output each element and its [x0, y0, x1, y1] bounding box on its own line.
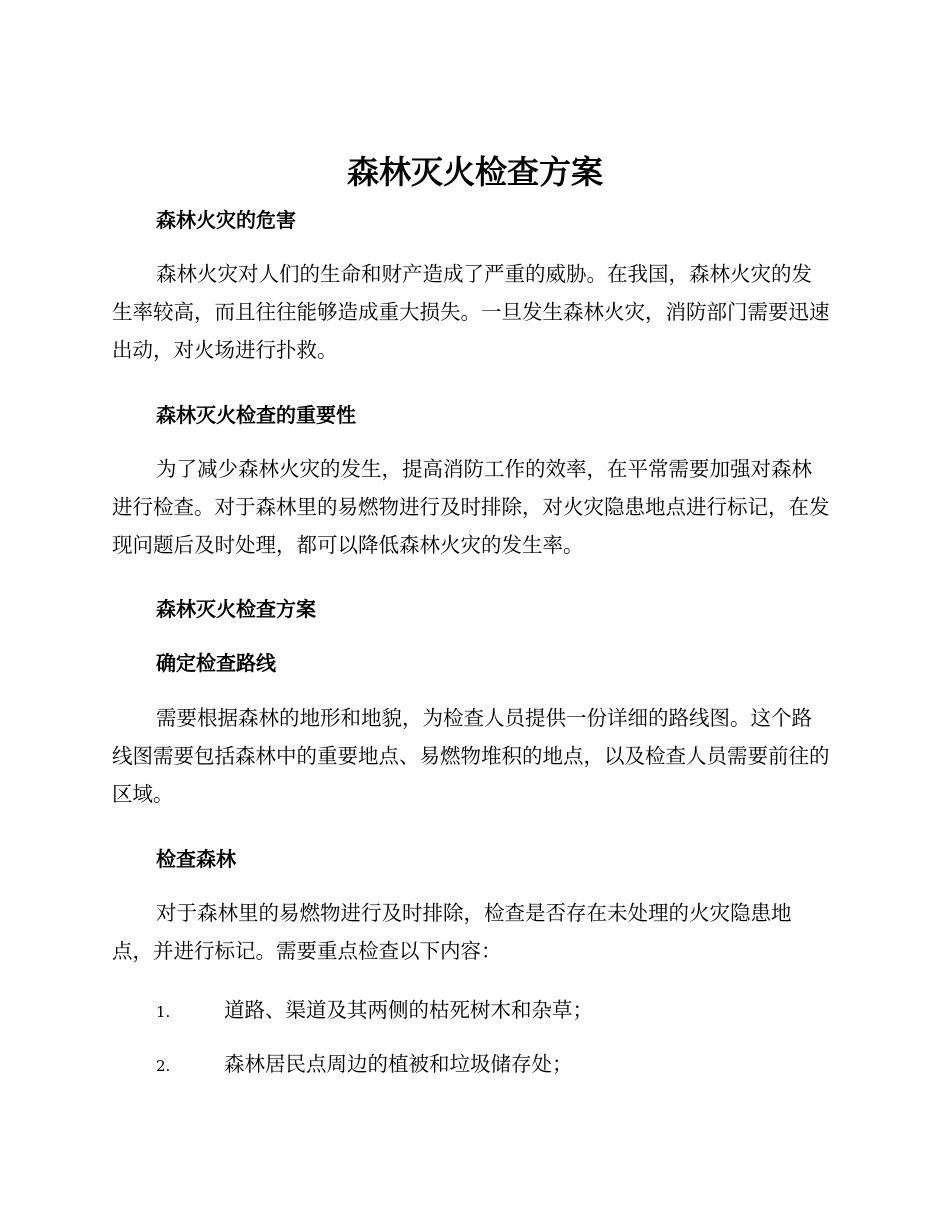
- section-paragraph-inspect-forest: 对于森林里的易燃物进行及时排除，检查是否存在未处理的火灾隐患地点，并进行标记。需要重点检查以下内容：: [112, 901, 792, 963]
- section-paragraph-inspection-importance: 为了减少森林火灾的发生，提高消防工作的效率，在平常需要加强对森林进行检查。对于森林里的易燃物进行及时排除，对火灾隐患地点进行标记，在发现问题后及时处理，都可以降低森林火灾的发生率。: [112, 457, 830, 557]
- document-title: 森林灭火检查方案: [346, 153, 603, 191]
- section-heading-inspect-forest: 检查森林: [156, 847, 236, 871]
- list-item-text: 道路、渠道及其两侧的枯死树木和杂草；: [224, 998, 593, 1022]
- section-heading-inspection-plan: 森林灭火检查方案: [156, 597, 316, 621]
- section-heading-fire-hazards: 森林火灾的危害: [156, 208, 296, 232]
- list-item-number: 2.: [156, 1057, 171, 1075]
- list-item-number: 1.: [156, 1003, 171, 1021]
- section-heading-route: 确定检查路线: [156, 651, 276, 675]
- list-item-text: 森林居民点周边的植被和垃圾储存处；: [224, 1052, 573, 1076]
- section-heading-inspection-importance: 森林灭火检查的重要性: [156, 403, 356, 427]
- list-item: [156, 1045, 832, 1085]
- section-paragraph-route: 需要根据森林的地形和地貌，为检查人员提供一份详细的路线图。这个路线图需要包括森林中的重要地点、易燃物堆积的地点，以及检查人员需要前往的区域。: [112, 706, 830, 806]
- list-item: [156, 991, 832, 1031]
- section-paragraph-fire-hazards: 森林火灾对人们的生命和财产造成了严重的威胁。在我国，森林火灾的发生率较高，而且往往能够造成重大损失。一旦发生森林火灾，消防部门需要迅速出动，对火场进行扑救。: [112, 262, 830, 362]
